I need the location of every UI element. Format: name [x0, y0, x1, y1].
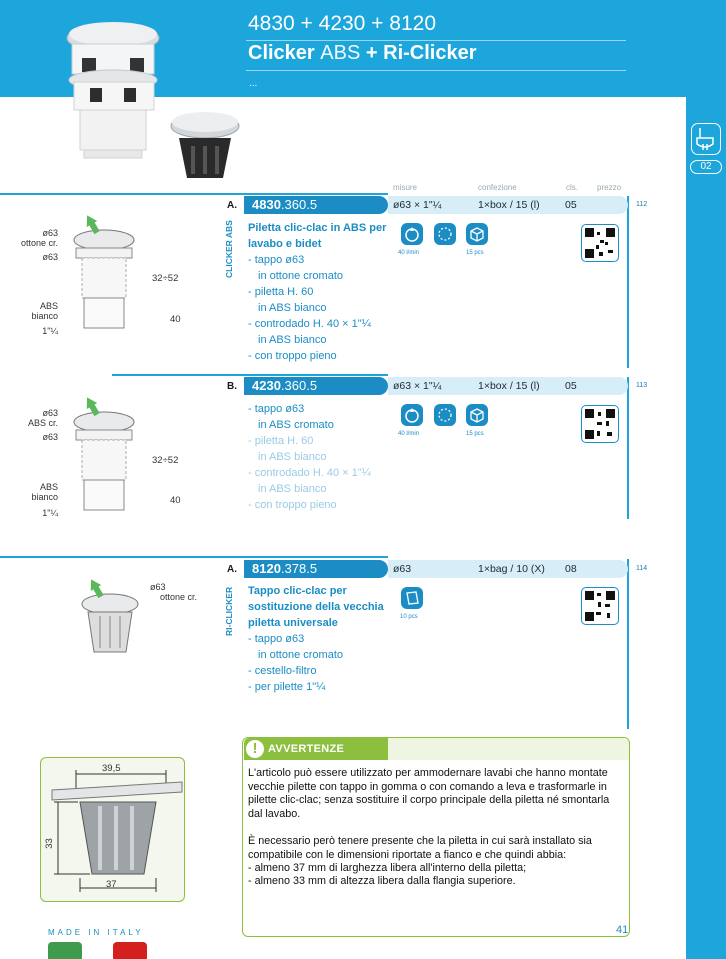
page-ref: 112 — [636, 201, 648, 208]
pcs-caption: 15 pcs — [466, 431, 484, 437]
page-ref: 114 — [636, 565, 648, 572]
product-code — [244, 377, 388, 395]
drawing-label: ø63 — [42, 228, 58, 238]
section-2-line — [112, 374, 388, 376]
col-prezzo: prezzo — [597, 183, 622, 192]
warning-paragraph-1: L'articolo può essere utilizzato per ammodernare lavabi che hanno montate vecchie pilette con tappo in gomma o con comando a leva e trasformarle in pilette clic-clac; senza sostituire il corpo principale della piletta né smontarla dal lavabo. — [248, 767, 610, 820]
code-main: 8120 — [252, 561, 281, 576]
desc-item: - con troppo pieno — [248, 350, 337, 362]
desc-item-faded: - controdado H. 40 × 1"¼ — [248, 467, 371, 479]
warning-head-band — [388, 738, 629, 760]
code-suffix: .360.5 — [280, 378, 318, 393]
size-value: ø63 — [393, 563, 412, 575]
basin-icon — [691, 123, 721, 155]
title-plus: + — [365, 42, 378, 64]
col-misure: misure — [393, 183, 418, 192]
flow-rate-icon — [401, 404, 423, 426]
warning-bullet: - almeno 33 mm di altezza libera dalla flangia superiore. — [248, 875, 516, 887]
desc-item: in ABS cromato — [258, 419, 334, 431]
desc-item: - tappo ø63 — [248, 403, 305, 415]
packaging-icon — [434, 404, 456, 426]
drawing-label: ø63 — [42, 408, 58, 418]
product-letter: A. — [227, 200, 237, 211]
qr-code[interactable] — [581, 405, 619, 443]
header-codes: 4830 + 4230 + 8120 — [248, 12, 437, 35]
flow-rate-caption: 40 l/min — [398, 250, 420, 256]
drawing-label: ABS — [39, 301, 58, 311]
dimension-side: 33 — [43, 838, 55, 849]
code-main: 4230 — [252, 378, 281, 393]
desc-item: - per pilette 1"¼ — [248, 681, 326, 693]
drawing-label: ABS cr. — [27, 418, 58, 428]
pcs-caption: 15 pcs — [466, 250, 484, 256]
pop-up-waste-image — [60, 18, 170, 168]
title-abs: ABS — [320, 42, 361, 64]
section-number: 02 — [690, 160, 722, 174]
size-value: ø63 × 1"¼ — [393, 380, 442, 392]
desc-item-faded: - con troppo pieno — [248, 499, 337, 511]
product-code — [244, 196, 388, 214]
header-title — [248, 42, 477, 65]
product-code — [244, 560, 388, 578]
ri-clicker-image — [165, 108, 245, 188]
desc-head-line: sostituzione della vecchia — [248, 601, 384, 613]
drawing-label: ottone cr. — [160, 592, 198, 602]
desc-item: - tappo ø63 — [248, 254, 305, 266]
dimension-label: 40 — [170, 314, 181, 325]
vertical-label: CLICKER ABS — [224, 220, 234, 278]
desc-item: in ottone cromato — [258, 270, 343, 282]
title-clicker: Clicker — [248, 42, 315, 64]
flag-red — [113, 942, 147, 959]
packaging-icon — [434, 223, 456, 245]
exclamation-icon: ! — [246, 740, 264, 758]
warning-bullet: - almeno 37 mm di larghezza libera all'interno della piletta; — [248, 862, 527, 874]
title-riclicker: Ri-Clicker — [383, 42, 477, 64]
pack-value: 1×box / 15 (l) — [478, 199, 540, 211]
page-number: 41 — [616, 924, 629, 936]
box-icon — [466, 223, 488, 245]
qr-code[interactable] — [581, 224, 619, 262]
desc-item: - piletta H. 60 — [248, 286, 314, 298]
desc-item-faded: in ABS bianco — [258, 451, 327, 463]
desc-head-line: Piletta clic-clac in ABS per — [248, 222, 387, 234]
warning-title: AVVERTENZE — [268, 743, 345, 755]
cls-value: 05 — [565, 199, 577, 211]
product-description — [248, 401, 371, 513]
product-info-bar — [388, 196, 628, 214]
size-value: ø63 × 1"¼ — [393, 199, 442, 211]
technical-drawing-3 — [78, 572, 158, 662]
dimension-label: 32÷52 — [152, 455, 179, 466]
col-cls: cls. — [566, 183, 578, 192]
product-letter: A. — [227, 564, 237, 575]
product-info-bar — [388, 377, 628, 395]
drawing-label: 1"¼ — [42, 508, 58, 518]
cls-value: 08 — [565, 563, 577, 575]
section-1-line — [0, 193, 388, 195]
section-3-line — [0, 556, 388, 558]
desc-item-faded: - piletta H. 60 — [248, 435, 314, 447]
warning-paragraph-2: È necessario però tenere presente che la piletta in cui sarà installato sia compatibile con le dimensioni riportate a fianco e che quindi abbia: — [248, 835, 592, 861]
pcs-caption: 10 pcs — [400, 614, 418, 620]
pack-value: 1×box / 15 (l) — [478, 380, 540, 392]
drawing-label: ottone cr. — [20, 238, 58, 248]
product-info-bar — [388, 560, 628, 578]
product-letter: B. — [227, 381, 237, 392]
dimension-top: 39,5 — [102, 763, 121, 774]
drawing-label: ø63 — [150, 582, 166, 592]
desc-head-line: lavabo e bidet — [248, 238, 322, 250]
vertical-label: RI-CLICKER — [224, 586, 234, 636]
desc-item: - tappo ø63 — [248, 633, 305, 645]
cls-value: 05 — [565, 380, 577, 392]
drawing-label: ø63 — [42, 432, 58, 442]
bag-icon — [401, 587, 423, 609]
col-confezione: confezione — [478, 183, 517, 192]
product-description — [248, 220, 386, 364]
made-in-italy: MADE IN ITALY — [48, 928, 144, 937]
qr-code[interactable] — [581, 587, 619, 625]
page-ref: 113 — [636, 382, 648, 389]
flow-rate-icon — [401, 223, 423, 245]
drawing-label: bianco — [31, 311, 58, 321]
drawing-label: bianco — [31, 492, 58, 502]
dimension-label: 40 — [170, 495, 181, 506]
technical-drawing-2 — [62, 390, 152, 520]
dimension-bottom: 37 — [106, 879, 117, 890]
desc-item: - controdado H. 40 × 1"¼ — [248, 318, 371, 330]
header-divider-2 — [246, 70, 626, 71]
drawing-label: 1"¼ — [42, 326, 58, 336]
desc-item-faded: in ABS bianco — [258, 483, 327, 495]
product-description — [248, 583, 384, 695]
header-divider — [246, 40, 626, 41]
desc-head-line: piletta universale — [248, 617, 338, 629]
code-suffix: .378.5 — [280, 561, 318, 576]
technical-drawing-1 — [62, 208, 152, 338]
code-suffix: .360.5 — [280, 197, 318, 212]
pack-value: 1×bag / 10 (X) — [478, 563, 545, 575]
section-2-vline — [627, 377, 629, 519]
dimension-label: 32÷52 — [152, 273, 179, 284]
section-1-vline — [627, 196, 629, 368]
desc-item: in ottone cromato — [258, 649, 343, 661]
desc-item: in ABS bianco — [258, 334, 327, 346]
desc-head-line: Tappo clic-clac per — [248, 585, 347, 597]
drawing-label: ABS — [39, 482, 58, 492]
flow-rate-caption: 40 l/min — [398, 431, 420, 437]
drawing-label: ø63 — [42, 252, 58, 262]
code-main: 4830 — [252, 197, 281, 212]
desc-item: - cestello-filtro — [248, 665, 317, 677]
desc-item: in ABS bianco — [258, 302, 327, 314]
flag-green — [48, 942, 82, 959]
box-icon — [466, 404, 488, 426]
section-3-vline — [627, 559, 629, 729]
header-subtitle: ... — [249, 78, 258, 89]
